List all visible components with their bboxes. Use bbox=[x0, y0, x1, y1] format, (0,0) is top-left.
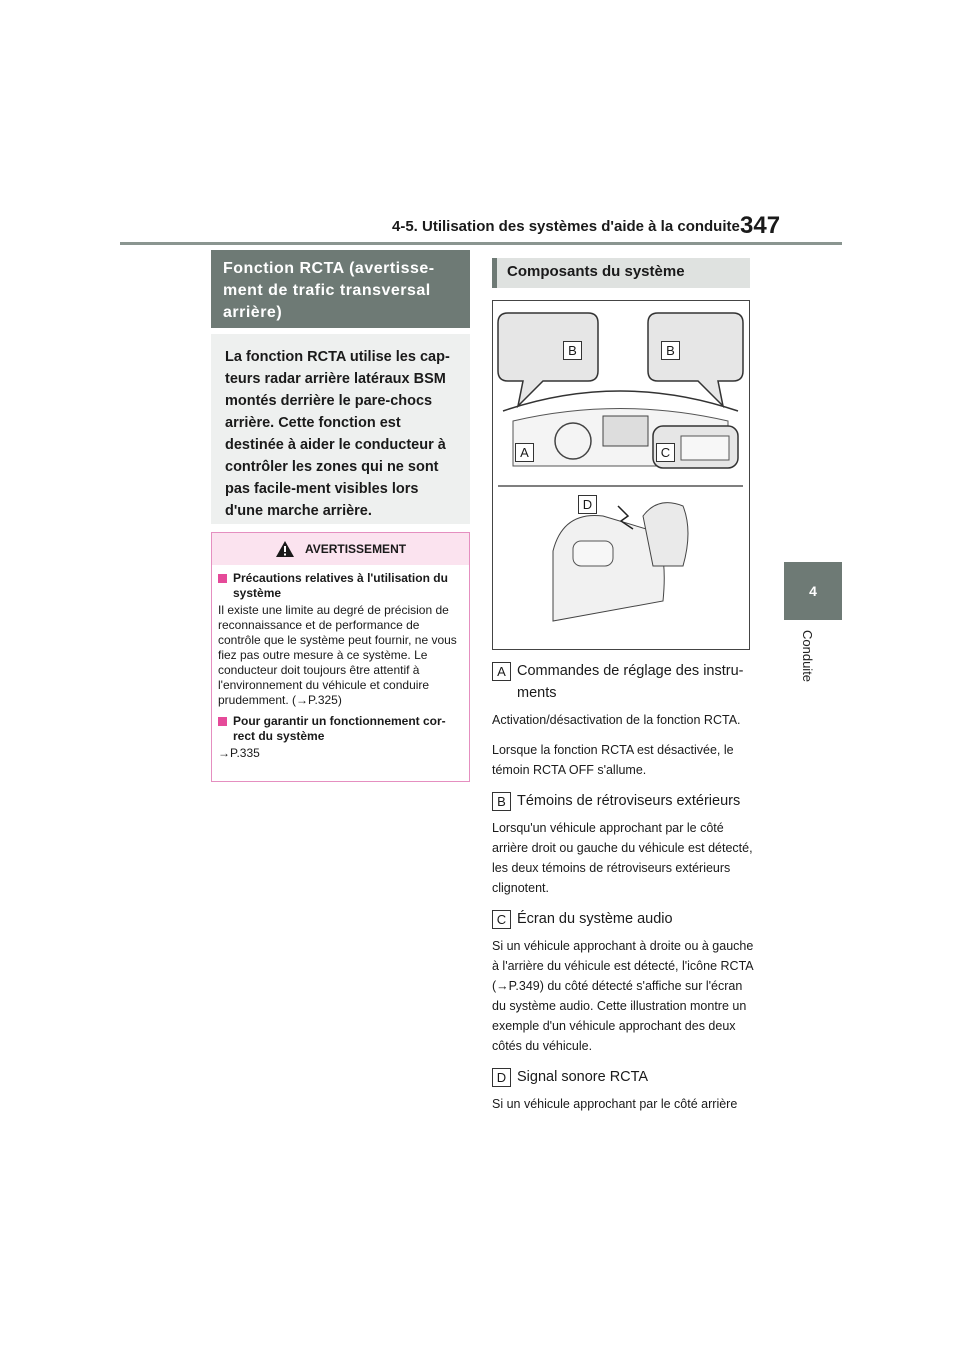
warning-box bbox=[211, 532, 470, 782]
dashboard-illustration bbox=[493, 301, 748, 648]
system-components-illustration bbox=[492, 300, 750, 650]
figure-label-a: A bbox=[515, 443, 534, 462]
section-title-components: Composants du système bbox=[492, 258, 750, 288]
warning-item1-text: Il existe une limite au degré de précision de reconnaissance et de performance de contrôle que le système peut fournir, ne vous fiez pas outre mesure à ce système. Le conducteur doit toujours être attentif à l'environnement du véhicule et conduire prudemment. (→P.325) bbox=[218, 603, 457, 707]
item-text: Si un véhicule approchant par le côté arrière bbox=[492, 1097, 738, 1111]
page-number: 347 bbox=[740, 212, 781, 239]
item-text: Lorsque la fonction RCTA est désactivée, le témoin RCTA OFF s'allume. bbox=[492, 743, 734, 777]
header-rule bbox=[120, 242, 842, 245]
bullet-square-icon bbox=[218, 717, 227, 726]
warning-header bbox=[212, 533, 469, 565]
item-text: Si un véhicule approchant à droite ou à gauche à l'arrière du véhicule est détecté, l'icône RCTA (→P.349) du côté détecté s'affiche sur l'écran du système audio. Cette illustration montre un exemple d'un véhicule approchant des deux côtés du véhicule. bbox=[492, 939, 754, 1053]
warning-label: AVERTISSEMENT bbox=[304, 542, 407, 556]
list-item bbox=[492, 1066, 754, 1114]
figure-label-b-left: B bbox=[563, 341, 582, 360]
item-title: Témoins de rétroviseurs extérieurs bbox=[517, 793, 741, 809]
chapter-label: Conduite bbox=[800, 630, 815, 683]
figure-label-d: D bbox=[578, 495, 597, 514]
item-letter-a: A bbox=[492, 662, 511, 681]
item-letter-d: D bbox=[492, 1068, 511, 1087]
intro-text: La fonction RCTA utilise les cap-teurs radar arrière latéraux BSM montés derrière le pare-chocs arrière. Cette fonction est destinée à aider le conducteur à contrôler les zones qui ne sont pas facile-ment visibles lors d'une marche arrière. bbox=[211, 334, 470, 524]
item-letter-b: B bbox=[492, 792, 511, 811]
warning-item1-title: Précautions relatives à l'utilisation du système bbox=[233, 571, 448, 600]
list-item bbox=[492, 660, 754, 780]
components-list bbox=[492, 656, 754, 1124]
list-item bbox=[492, 908, 754, 1056]
bullet-square-icon bbox=[218, 574, 227, 583]
header-title: 4-5. Utilisation des systèmes d'aide à la conduite bbox=[392, 218, 740, 235]
warning-triangle-icon bbox=[275, 540, 295, 558]
figure-label-b-right: B bbox=[661, 341, 680, 360]
item-text: Lorsqu'un véhicule approchant par le côté arrière droit ou gauche du véhicule est détecté, les deux témoins de rétroviseurs extérieurs clignotent. bbox=[492, 821, 753, 895]
item-title: Écran du système audio bbox=[517, 911, 673, 927]
item-title: Signal sonore RCTA bbox=[517, 1069, 649, 1085]
warning-item2-text[interactable]: →P.335 bbox=[218, 746, 260, 760]
list-item bbox=[492, 790, 754, 898]
figure-label-c: C bbox=[656, 443, 675, 462]
warning-item2-title: Pour garantir un fonctionnement cor-rect du système bbox=[233, 714, 446, 743]
item-letter-c: C bbox=[492, 910, 511, 929]
section-title-rcta: Fonction RCTA (avertisse-ment de trafic transversal arrière) bbox=[211, 250, 470, 328]
item-title: Commandes de réglage des instru-ments bbox=[517, 663, 744, 701]
item-text: Activation/désactivation de la fonction RCTA. bbox=[492, 713, 741, 727]
chapter-tab[interactable]: 4 bbox=[784, 562, 842, 620]
